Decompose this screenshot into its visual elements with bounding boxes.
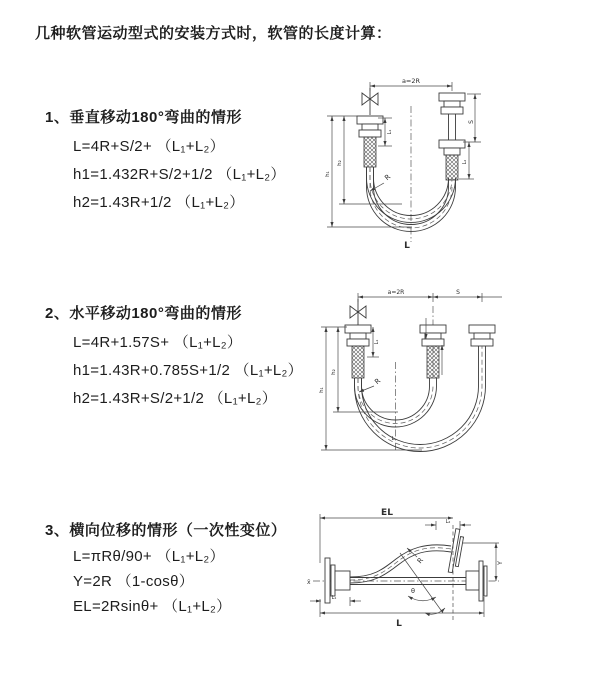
formula-EL: EL=2Rsinθ+ （L₁+L₂） [73, 598, 232, 615]
EL-label: EL [381, 508, 393, 518]
right-fitting [439, 93, 465, 180]
S-label: S [456, 289, 460, 296]
dimension-S [433, 289, 502, 302]
h2-label: h₂ [331, 369, 337, 375]
section-1-heading: 1、垂直移动180°弯曲的情形 [45, 109, 242, 126]
formula-h1: h1=1.432R+S/2+1/2 （L₁+L₂） [73, 166, 286, 183]
page-title: 几种软管运动型式的安装方式时，软管的长度计算： [35, 25, 392, 42]
braided-hose-end [446, 155, 458, 180]
dimension-a2R [370, 77, 452, 91]
dimension-L2-top [425, 519, 471, 530]
section-lateral-displacement [45, 519, 286, 615]
dimension-S [463, 94, 481, 142]
formula-L: L=4R+1.57S+ （L₁+L₂） [73, 334, 243, 351]
diagram-vertical-u-bend [312, 70, 597, 260]
dimension-L1-bottom [310, 595, 361, 606]
valve-icon [350, 299, 366, 325]
L-label: L [391, 436, 395, 442]
L1-label: L₁ [331, 595, 337, 601]
hose-u-displaced [355, 346, 486, 452]
section-horizontal-movement [45, 302, 303, 407]
formula-h2: h2=1.43R+S/2+1/2 （L₁+L₂） [73, 390, 278, 407]
R-label: R [415, 556, 426, 566]
section-2-heading: 2、水平移动180°弯曲的情形 [45, 305, 242, 322]
left-flange [325, 558, 350, 603]
formula-L: L=4R+S/2+ （L₁+L₂） [73, 138, 225, 155]
right-fitting-displaced [469, 325, 495, 346]
L2-label: L₂ [462, 159, 468, 165]
diagram-horizontal-u-bend [312, 282, 567, 472]
a2R-label: a=2R [387, 289, 405, 296]
braided-hose-end [352, 346, 364, 378]
upper-flange [448, 529, 465, 574]
braided-hose-end [364, 137, 376, 167]
h2-label: h₂ [337, 160, 343, 166]
radius-leader [407, 548, 425, 565]
formula-h1: h1=1.43R+0.785S+1/2 （L₁+L₂） [73, 362, 303, 379]
Y-label: Y [496, 561, 504, 565]
dimension-EL [320, 508, 453, 566]
theta-label: θ [411, 587, 415, 595]
L-label: L [396, 619, 402, 629]
R-label: R [383, 172, 393, 183]
formula-L: L=πRθ/90+ （L₁+L₂） [73, 548, 225, 565]
h1-label: h₁ [319, 387, 325, 393]
L-label: L [404, 241, 410, 251]
datum-mark: x̄ [307, 579, 311, 586]
R-label: R [373, 376, 383, 387]
L1-label: L₁ [374, 339, 380, 345]
left-fitting [357, 116, 383, 167]
section-vertical-movement [45, 106, 286, 211]
diagram-lateral-displacement [303, 503, 578, 658]
radius-leader [359, 377, 382, 392]
dimension-a2R [358, 289, 433, 302]
dimension-h1 [319, 327, 422, 450]
formula-Y: Y=2R （1-cosθ） [73, 573, 195, 590]
dimension-L [320, 597, 484, 629]
braided-hose-end [427, 346, 439, 378]
h1-label: h₁ [325, 171, 331, 177]
L2-label: L₂ [445, 519, 451, 525]
L1-label: L₁ [387, 129, 393, 135]
a2R-label: a=2R [401, 77, 421, 85]
S-label: S [468, 120, 475, 124]
left-fitting [345, 325, 371, 378]
valve-icon [362, 88, 378, 115]
formula-h2: h2=1.43R+1/2 （L₁+L₂） [73, 194, 245, 211]
section-3-heading: 3、横向位移的情形（一次性变位） [45, 522, 287, 539]
